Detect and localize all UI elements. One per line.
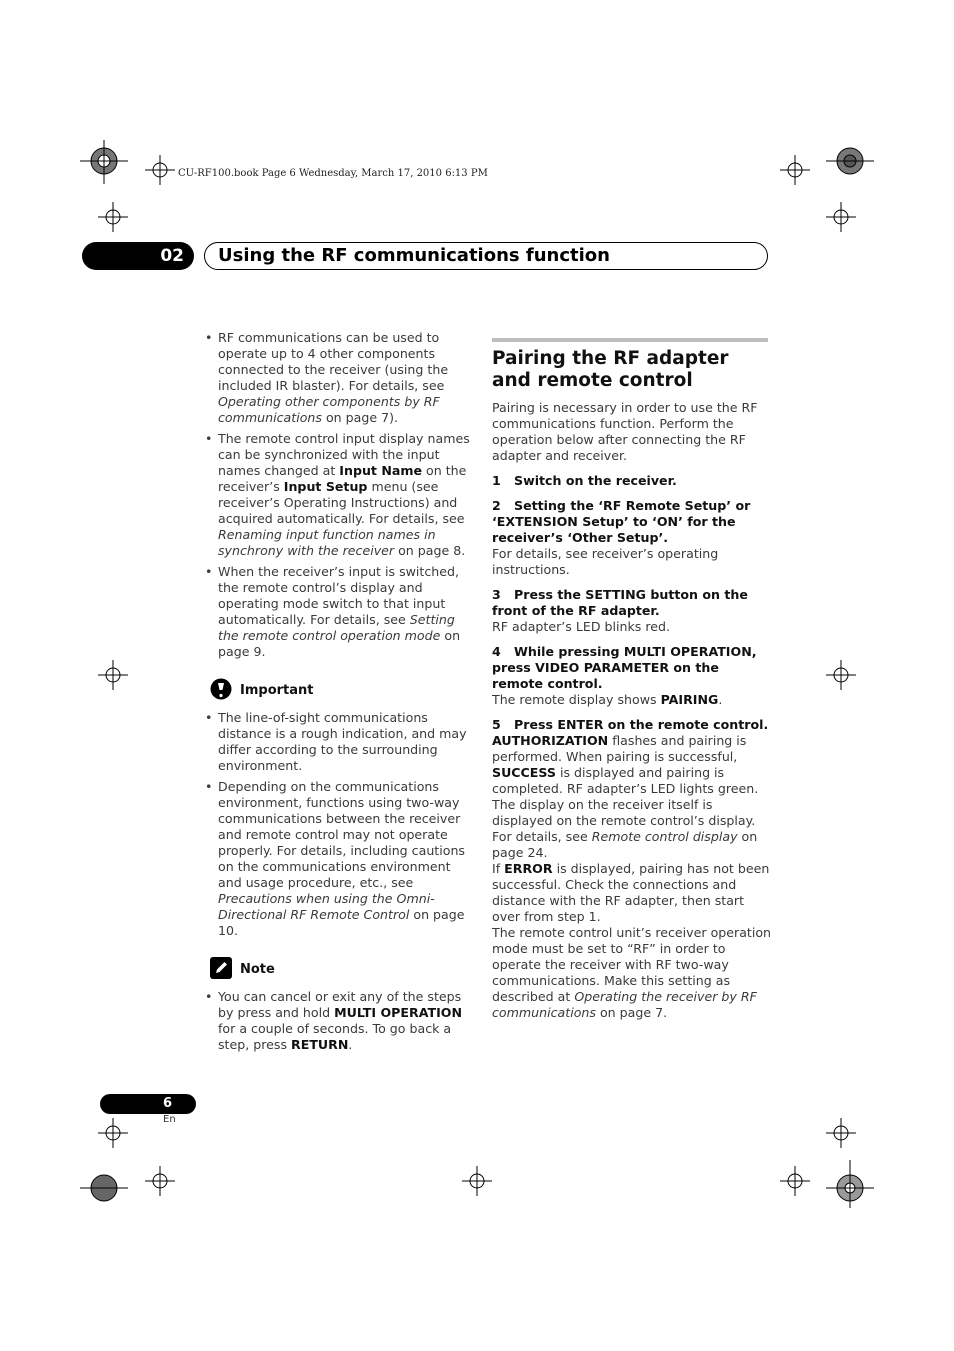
page-reference: Setting the remote control operation mode [218,612,455,643]
step-4 [492,644,772,708]
step-heading: Press the SETTING button on the front of the RF adapter. [492,587,748,618]
step-number: 5 [492,717,501,732]
step-3 [492,587,772,635]
page-reference: Operating the receiver by RF communications [492,989,757,1020]
page-reference: Renaming input function names in synchrony with the receiver [218,527,436,558]
step-number: 2 [492,498,501,513]
list-item: • Depending on the communications environment, functions using two-way communications between the receiver and remote control may not operate properly. For details, including cautions on the communications environment and usage procedure, etc., see Precautions when using the Omni-Directional RF Remote Control on page 10. [205,779,465,938]
mode-paragraph: The remote control unit’s receiver operation mode must be set to “RF” in order to operate the receiver with RF two-way communications. Make this setting as described at Operating the receiver by RF communications on page 7. [492,925,772,1020]
crosshair-left-lower [98,1118,134,1154]
page-number-badge: 6 [100,1094,196,1114]
list-item: • RF communications can be used to operate up to 4 other components connected to the receiver (using the included IR blaster). For details, see Operating other components by RF communications on page 7). [205,330,449,425]
bullet: • [205,431,213,446]
crosshair-top-left [145,155,181,191]
intro-paragraph: Pairing is necessary in order to use the RF communications function. Perform the operation below after connecting the RF adapter and receiver. [492,400,758,463]
crosshair-bottom-right [780,1166,816,1202]
page-reference: Precautions when using the Omni-Directional RF Remote Control [218,891,435,922]
step-heading: Press ENTER on the remote control. [514,717,769,732]
registration-mark-bottom-right [826,1160,876,1210]
list-item: • You can cancel or exit any of the steps by press and hold MULTI OPERATION for a couple of seconds. To go back a step, press RETURN. [205,989,462,1052]
step-body: For details, see receiver’s operating instructions. [492,546,719,577]
crosshair-bottom-center [462,1166,498,1202]
crosshair-bottom-left [145,1166,181,1202]
list-item: • The remote control input display names can be synchronized with the input names changed at Input Name on the receiver’s Input Setup menu (see receiver’s Operating Instructions) and acquired automatically. For details, see Renaming input function names in synchrony with the receiver on page 8. [205,431,470,558]
section-title: Pairing the RF adapter and remote control [492,348,729,391]
book-info-line: CU-RF100.book Page 6 Wednesday, March 17, 2010 6:13 PM [178,168,488,179]
crosshair-right-upper [826,202,862,238]
display-paragraph: The display on the receiver itself is displayed on the remote control’s display. For details, see Remote control display on page 24. [492,797,758,860]
left-column [205,330,473,1058]
registration-mark-top-right [826,140,876,190]
step-number: 4 [492,644,501,659]
step-2 [492,498,772,578]
list-item: • When the receiver’s input is switched, the remote control’s display and operating mode switch to that input automatically. For details, see Setting the remote control operation mode on page 9. [205,564,461,659]
crosshair-right-lower [826,1118,862,1154]
important-icon [210,678,232,704]
note-heading [210,957,473,983]
step-number: 3 [492,587,501,602]
important-heading [210,678,473,704]
page-reference: Remote control display [591,829,738,844]
bullet: • [205,779,213,794]
crosshair-left-middle [98,660,134,696]
step-5 [492,717,772,797]
note-label: Note [240,962,275,977]
registration-mark-top-left [80,140,130,190]
step-heading: Switch on the receiver. [514,473,677,488]
important-label: Important [240,683,314,698]
step-body: The remote display shows PAIRING. [492,692,723,707]
step-number: 1 [492,473,501,488]
page-language: En [163,1114,176,1125]
bullet: • [205,710,213,725]
list-item: • The line-of-sight communications distance is a rough indication, and may differ according to the surrounding environment. [205,710,467,773]
pencil-icon [210,957,232,983]
step-heading: Setting the ‘RF Remote Setup’ or ‘EXTENSION Setup’ to ‘ON’ for the receiver’s ‘Other Setup’. [492,498,751,545]
bullet: • [205,989,213,1004]
chapter-title: Using the RF communications function [218,245,610,266]
chapter-number-badge: 02 [82,242,194,270]
step-1 [492,473,772,489]
crosshair-left-upper [98,202,134,238]
right-column [492,338,772,1021]
registration-mark-bottom-left [80,1160,130,1210]
crosshair-top-right [780,155,816,191]
step-heading: While pressing MULTI OPERATION, press VIDEO PARAMETER on the remote control. [492,644,757,691]
error-paragraph: If ERROR is displayed, pairing has not been successful. Check the connections and distance with the RF adapter, then start over from step 1. [492,861,770,924]
bullet: • [205,564,213,579]
bullet: • [205,330,213,345]
step-body: RF adapter’s LED blinks red. [492,619,671,634]
crosshair-right-middle [826,660,862,696]
section-rule [492,338,768,342]
page-reference: Operating other components by RF communications [218,394,440,425]
step-body: AUTHORIZATION flashes and pairing is performed. When pairing is successful, SUCCESS is displayed and pairing is completed. RF adapter’s LED lights green. [492,733,759,796]
